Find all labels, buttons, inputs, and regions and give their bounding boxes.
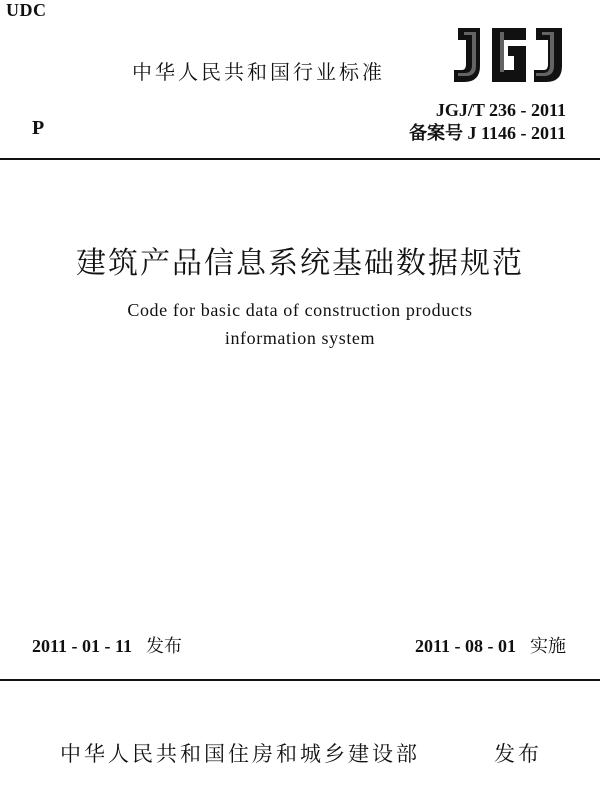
publish-label: 发布	[494, 742, 542, 766]
implement-label: 实施	[530, 636, 566, 657]
implement-date: 2011 - 08 - 01	[415, 636, 516, 656]
title-english-line2: information system	[224, 328, 376, 348]
title-english-line1: Code for basic data of construction products	[127, 300, 473, 320]
standard-number: JGJ/T 236 - 2011	[435, 100, 566, 120]
issue-label: 发布	[146, 636, 183, 657]
jgj-logo-graphic	[452, 24, 568, 86]
implement-date-block	[415, 632, 566, 658]
bottom-divider	[0, 679, 600, 681]
category-letter: P	[32, 117, 45, 139]
title-english	[0, 296, 600, 352]
jgj-logo	[452, 24, 568, 86]
issue-date: 2011 - 01 - 11	[32, 636, 133, 656]
industry-standard-heading: 中华人民共和国行业标准	[132, 60, 385, 84]
udc-label: UDC	[6, 0, 47, 20]
publisher-name: 中华人民共和国住房和城乡建设部	[60, 742, 420, 766]
top-divider	[0, 158, 600, 160]
issue-date-block	[32, 632, 182, 658]
record-number: 备案号 J 1146 - 2011	[408, 123, 566, 143]
title-chinese: 建筑产品信息系统基础数据规范	[76, 246, 524, 281]
standard-identifiers	[409, 99, 566, 145]
